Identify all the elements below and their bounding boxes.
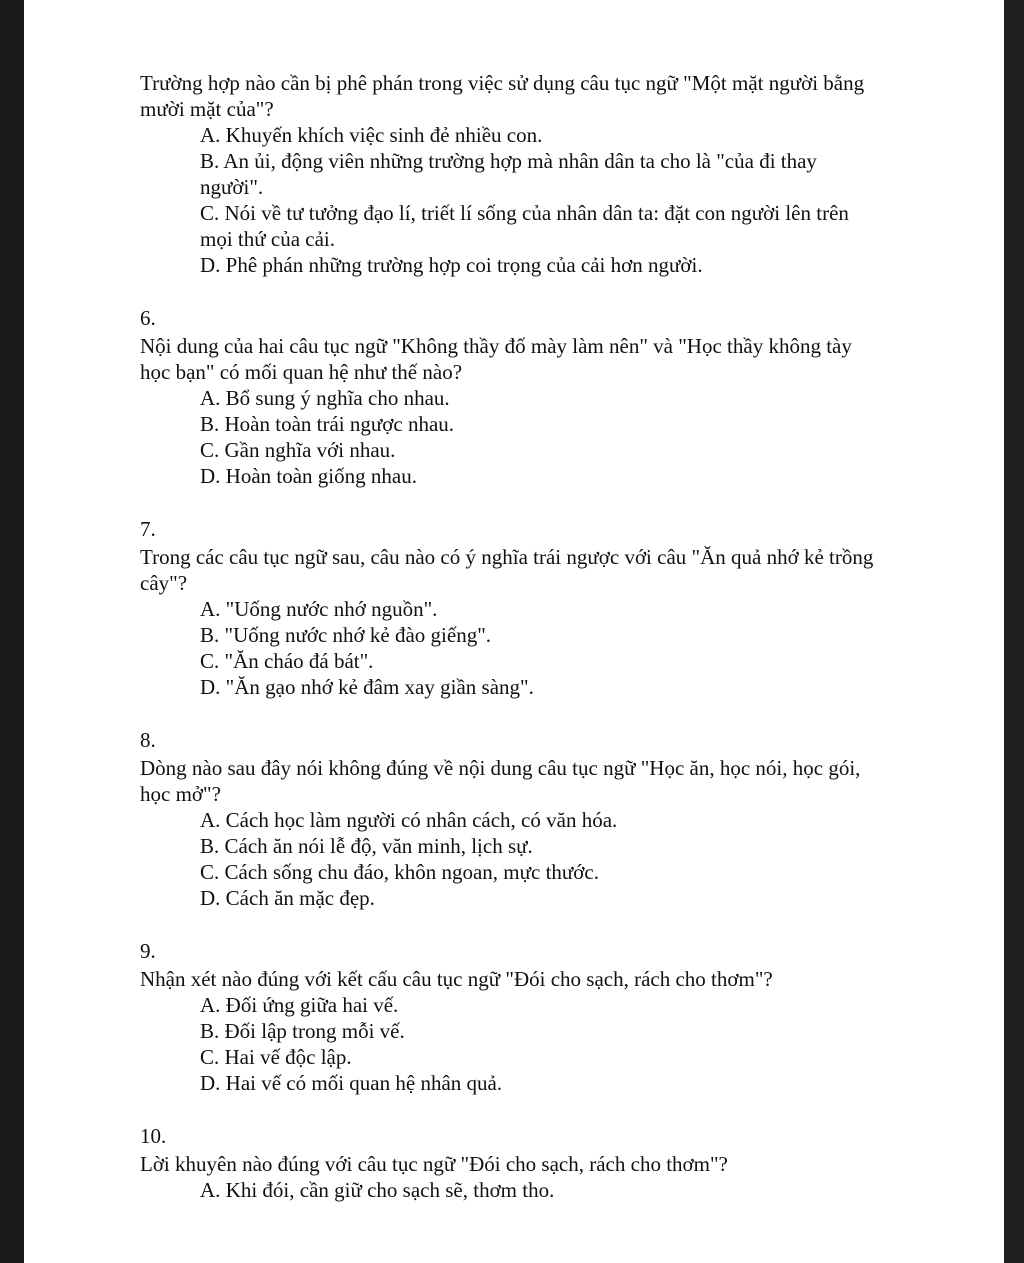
question-number: 9. — [140, 939, 156, 963]
option-b: B. "Uống nước nhớ kẻ đào giếng". — [200, 623, 492, 647]
option-c: C. Hai vế độc lập. — [200, 1045, 352, 1069]
option-d: D. "Ăn gạo nhớ kẻ đâm xay giần sàng". — [200, 675, 534, 699]
question-number: 6. — [140, 306, 156, 330]
document-page — [24, 0, 1004, 1263]
option-b: B. Hoàn toàn trái ngược nhau. — [200, 412, 455, 436]
option-c: C. "Ăn cháo đá bát". — [200, 649, 374, 673]
option-list — [140, 596, 880, 700]
question-7 — [140, 516, 880, 700]
question-text: Lời khuyên nào đúng với câu tục ngữ "Đói cho sạch, rách cho thơm"? — [140, 1152, 728, 1176]
option-a: A. Cách học làm người có nhân cách, có văn hóa. — [200, 808, 618, 832]
option-b: B. Cách ăn nói lễ độ, văn minh, lịch sự. — [200, 834, 533, 858]
question-text: Trường hợp nào cần bị phê phán trong việc sử dụng câu tục ngữ "Một mặt người bằng mười mặt của"? — [140, 71, 865, 121]
option-list — [140, 1177, 880, 1203]
option-c: C. Nói về tư tưởng đạo lí, triết lí sống của nhân dân ta: đặt con người lên trên mọi thứ của cải. — [200, 201, 849, 251]
question-5 — [140, 70, 880, 278]
option-c: C. Cách sống chu đáo, khôn ngoan, mực thước. — [200, 860, 599, 884]
option-list — [140, 122, 880, 278]
option-a: A. Đối ứng giữa hai vế. — [200, 993, 399, 1017]
option-b: B. Đối lập trong mỗi vế. — [200, 1019, 405, 1043]
question-10 — [140, 1123, 880, 1203]
option-d: D. Cách ăn mặc đẹp. — [200, 886, 375, 910]
question-9 — [140, 938, 880, 1096]
scrollbar-track[interactable] — [1004, 0, 1024, 1263]
question-6 — [140, 305, 880, 489]
option-list — [140, 807, 880, 911]
question-number: 10. — [140, 1124, 167, 1148]
option-a: A. Bổ sung ý nghĩa cho nhau. — [200, 386, 450, 410]
question-text: Nội dung của hai câu tục ngữ "Không thầy đố mày làm nên" và "Học thầy không tày học bạn" có mối quan hệ như thế nào? — [140, 334, 852, 384]
option-d: D. Hai vế có mối quan hệ nhân quả. — [200, 1071, 503, 1095]
question-text: Nhận xét nào đúng với kết cấu câu tục ngữ "Đói cho sạch, rách cho thơm"? — [140, 967, 773, 991]
question-number: 8. — [140, 728, 156, 752]
question-number: 7. — [140, 517, 156, 541]
option-a: A. "Uống nước nhớ nguồn". — [200, 597, 438, 621]
question-list — [140, 70, 880, 1230]
option-c: C. Gần nghĩa với nhau. — [200, 438, 396, 462]
option-list — [140, 992, 880, 1096]
option-a: A. Khi đói, cần giữ cho sạch sẽ, thơm tho. — [200, 1178, 555, 1202]
option-d: D. Hoàn toàn giống nhau. — [200, 464, 417, 488]
question-8 — [140, 727, 880, 911]
option-a: A. Khuyến khích việc sinh đẻ nhiều con. — [200, 123, 543, 147]
option-d: D. Phê phán những trường hợp coi trọng của cải hơn người. — [200, 253, 703, 277]
option-b: B. An ủi, động viên những trường hợp mà nhân dân ta cho là "của đi thay người". — [200, 149, 817, 199]
question-text: Dòng nào sau đây nói không đúng về nội dung câu tục ngữ "Học ăn, học nói, học gói, học mở"? — [140, 756, 861, 806]
question-text: Trong các câu tục ngữ sau, câu nào có ý nghĩa trái ngược với câu "Ăn quả nhớ kẻ trồng cây"? — [140, 545, 874, 595]
option-list — [140, 385, 880, 489]
